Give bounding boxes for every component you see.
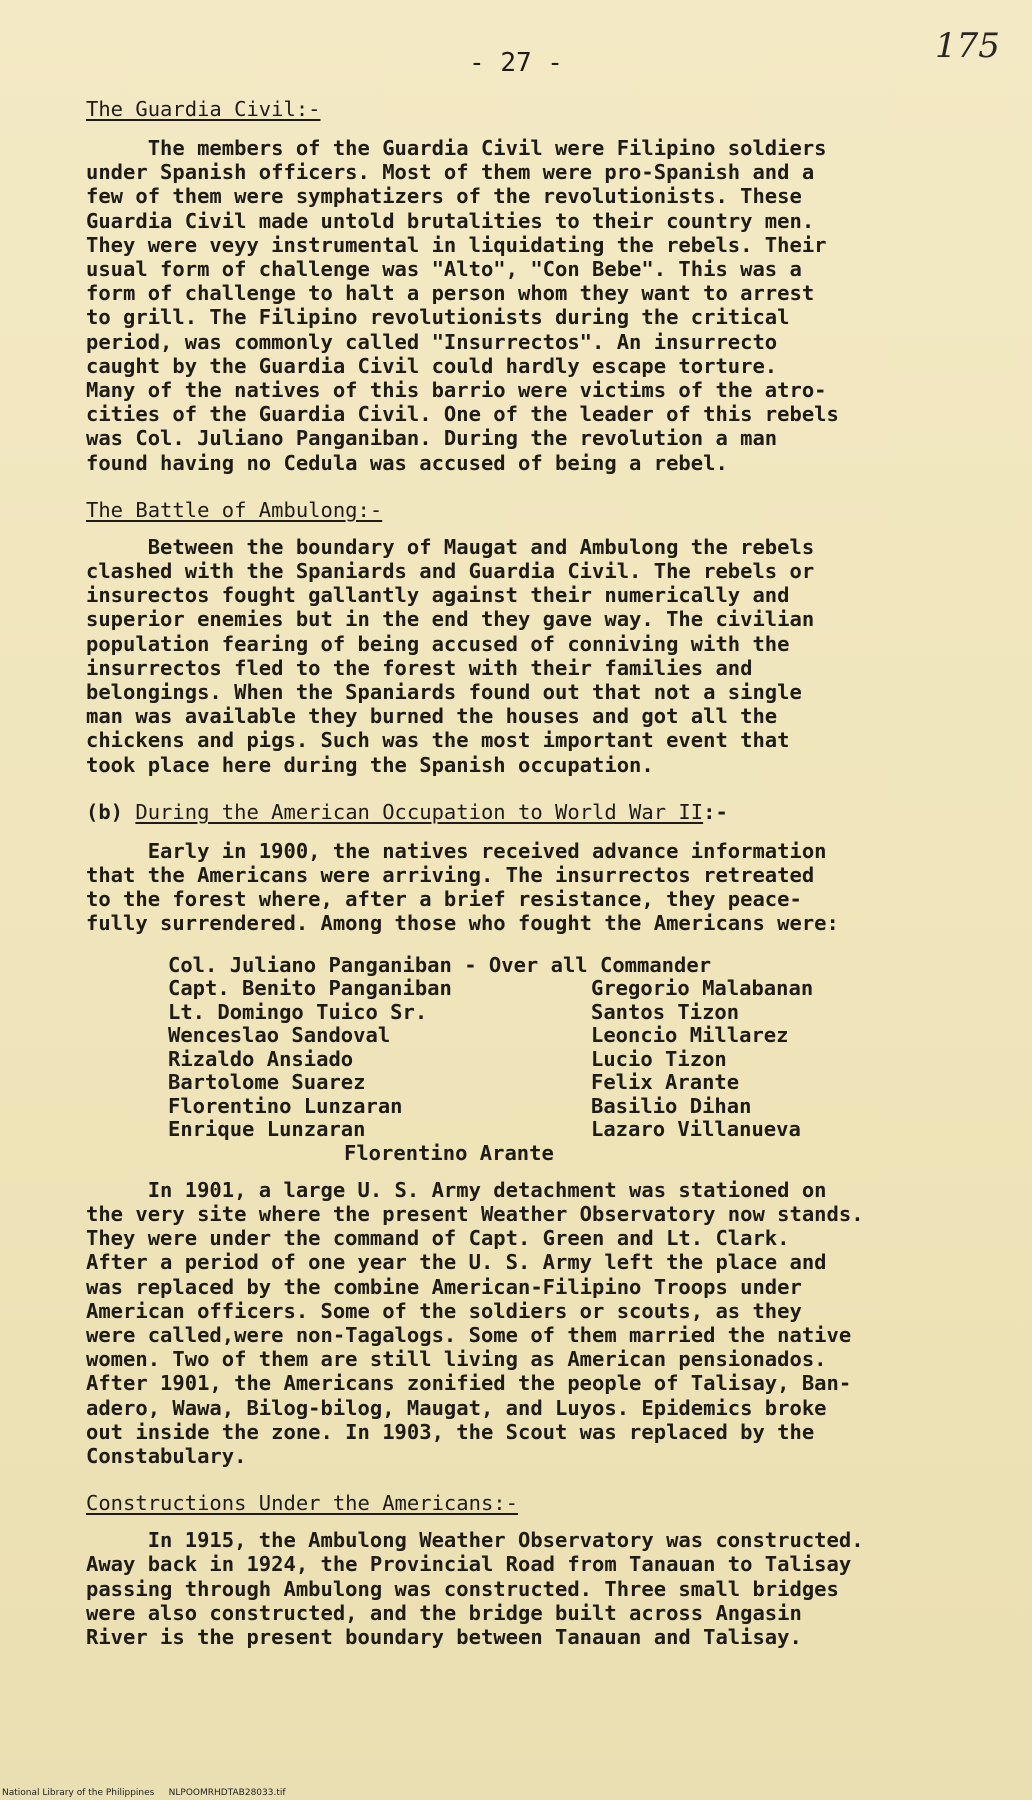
roster-left-column <box>168 977 588 1142</box>
roster-name: Felix Arante <box>591 1070 740 1095</box>
text-line: to the forest where, after a brief resistance, they peace- <box>86 887 802 912</box>
text-line: women. Two of them are still living as American pensionados. <box>86 1347 827 1372</box>
roster-name: Enrique Lunzaran <box>168 1117 366 1142</box>
roster-name: Lazaro Villanueva <box>591 1117 801 1142</box>
text-line: the very site where the present Weather Observatory now stands. <box>86 1201 864 1226</box>
text-line: insurrectos fled to the forest with their families and <box>86 655 753 680</box>
roster-name: Capt. Benito Panganiban <box>168 976 452 1001</box>
text-line: American officers. Some of the soldiers or scouts, as they <box>86 1298 802 1323</box>
text-line: usual form of challenge was "Alto", "Con Bebe". This was a <box>86 257 802 282</box>
roster-name: Lucio Tizon <box>591 1046 727 1071</box>
text-line: population fearing of being accused of conniving with the <box>86 631 790 656</box>
constructions-paragraph <box>86 1528 986 1649</box>
text-line: They were veyy instrumental in liquidating the rebels. Their <box>86 232 827 257</box>
text-line: found having no Cedula was accused of being a rebel. <box>86 450 728 475</box>
section-us-army <box>86 1178 986 1468</box>
text-line: man was available they burned the houses and got all the <box>86 704 778 729</box>
text-line: were called,were non-Tagalogs. Some of them married the native <box>86 1322 852 1347</box>
text-line: Between the boundary of Maugat and Ambulong the rebels <box>86 534 815 559</box>
text-line: superior enemies but in the end they gave way. The civilian <box>86 607 815 632</box>
text-line: The members of the Guardia Civil were Filipino soldiers <box>86 136 827 160</box>
text-line: adero, Wawa, Bilog-bilog, Maugat, and Luyos. Epidemics broke <box>86 1395 827 1420</box>
text-line: under Spanish officers. Most of them were pro-Spanish and a <box>86 160 815 185</box>
roster-name: Basilio Dihan <box>591 1093 752 1118</box>
text-line: Early in 1900, the natives received advance information <box>86 838 827 863</box>
text-line: Constabulary. <box>86 1443 247 1468</box>
text-line: took place here during the Spanish occupation. <box>86 752 654 777</box>
text-line: to grill. The Filipino revolutionists during the critical <box>86 305 790 330</box>
text-line: fully surrendered. Among those who fought the Americans were: <box>86 911 839 936</box>
text-line: that the Americans were arriving. The insurrectos retreated <box>86 863 815 888</box>
text-line: Guardia Civil made untold brutalities to their country men. <box>86 208 815 233</box>
text-line: out inside the zone. In 1903, the Scout was replaced by the <box>86 1419 815 1444</box>
roster-name: Florentino Lunzaran <box>168 1093 403 1118</box>
roster-commander: Col. Juliano Panganiban - Over all Commander <box>168 952 712 977</box>
roster-right-column <box>591 977 1011 1142</box>
roster-list <box>168 952 986 1165</box>
section-guardia-civil <box>86 96 986 475</box>
heading-battle-of-ambulong: The Battle of Ambulong:- <box>86 497 383 522</box>
roster-name: Bartolome Suarez <box>168 1070 366 1095</box>
heading-american-occupation-row <box>86 799 986 825</box>
text-line: belongings. When the Spaniards found out that not a single <box>86 680 802 705</box>
text-line: chickens and pigs. Such was the most important event that <box>86 728 790 753</box>
text-line: period, was commonly called "Insurrectos". An insurrecto <box>86 329 778 354</box>
section-constructions <box>86 1490 986 1649</box>
text-line: caught by the Guardia Civil could hardly escape torture. <box>86 353 778 378</box>
text-line: River is the present boundary between Tanauan and Talisay. <box>86 1624 802 1649</box>
text-line: was Col. Juliano Panganiban. During the revolution a man <box>86 426 778 451</box>
heading-guardia-civil: The Guardia Civil:- <box>86 97 321 121</box>
text-line: After a period of one year the U. S. Army left the place and <box>86 1250 827 1275</box>
text-line: Many of the natives of this barrio were victims of the atro- <box>86 378 827 403</box>
roster-name: Santos Tizon <box>591 999 740 1024</box>
text-line: clashed with the Spaniards and Guardia Civil. The rebels or <box>86 559 815 584</box>
battle-paragraph <box>86 535 986 777</box>
section-battle-of-ambulong <box>86 497 986 777</box>
text-line: They were under the command of Capt. Green and Lt. Clark. <box>86 1226 790 1251</box>
text-line: In 1915, the Ambulong Weather Observatory was constructed. <box>86 1528 864 1553</box>
scan-footer: National Library of the Philippines NLPOOMRHDTAB28033.tif <box>2 1788 286 1798</box>
page-number: - 27 - <box>469 48 563 78</box>
heading-american-occupation: During the American Occupation to World War II <box>135 799 704 824</box>
american-paragraph <box>86 839 986 936</box>
heading-constructions: Constructions Under the Americans:- <box>86 1491 518 1516</box>
text-line: were also constructed, and the bridge built across Angasin <box>86 1600 802 1625</box>
text-line: was replaced by the combine American-Filipino Troops under <box>86 1274 802 1299</box>
text-line: few of them were symphatizers of the revolutionists. These <box>86 184 802 209</box>
roster-name: Leoncio Millarez <box>591 1023 789 1048</box>
roster-name: Rizaldo Ansiado <box>168 1046 354 1071</box>
section-american-occupation <box>86 799 986 936</box>
guardia-paragraph <box>86 136 986 475</box>
document-body <box>86 96 986 1649</box>
heading-suffix: :- <box>703 799 728 824</box>
text-line: passing through Ambulong was constructed. Three small bridges <box>86 1576 839 1601</box>
roster-last-name: Florentino Arante <box>344 1140 554 1165</box>
text-line: cities of the Guardia Civil. One of the leader of this rebels <box>86 402 839 427</box>
text-line: form of challenge to halt a person whom they want to arrest <box>86 281 815 306</box>
handwritten-page-number: 175 <box>935 26 1000 66</box>
text-line: After 1901, the Americans zonified the people of Talisay, Ban- <box>86 1371 852 1396</box>
roster-name: Wenceslao Sandoval <box>168 1023 391 1048</box>
roster-name: Lt. Domingo Tuico Sr. <box>168 999 428 1024</box>
text-line: insurectos fought gallantly against their numerically and <box>86 583 790 608</box>
roster-name: Gregorio Malabanan <box>591 976 814 1001</box>
us-army-paragraph <box>86 1178 986 1468</box>
text-line: In 1901, a large U. S. Army detachment was stationed on <box>86 1177 827 1202</box>
text-line: Away back in 1924, the Provincial Road from Tanauan to Talisay <box>86 1552 852 1577</box>
heading-prefix: (b) <box>86 799 136 824</box>
